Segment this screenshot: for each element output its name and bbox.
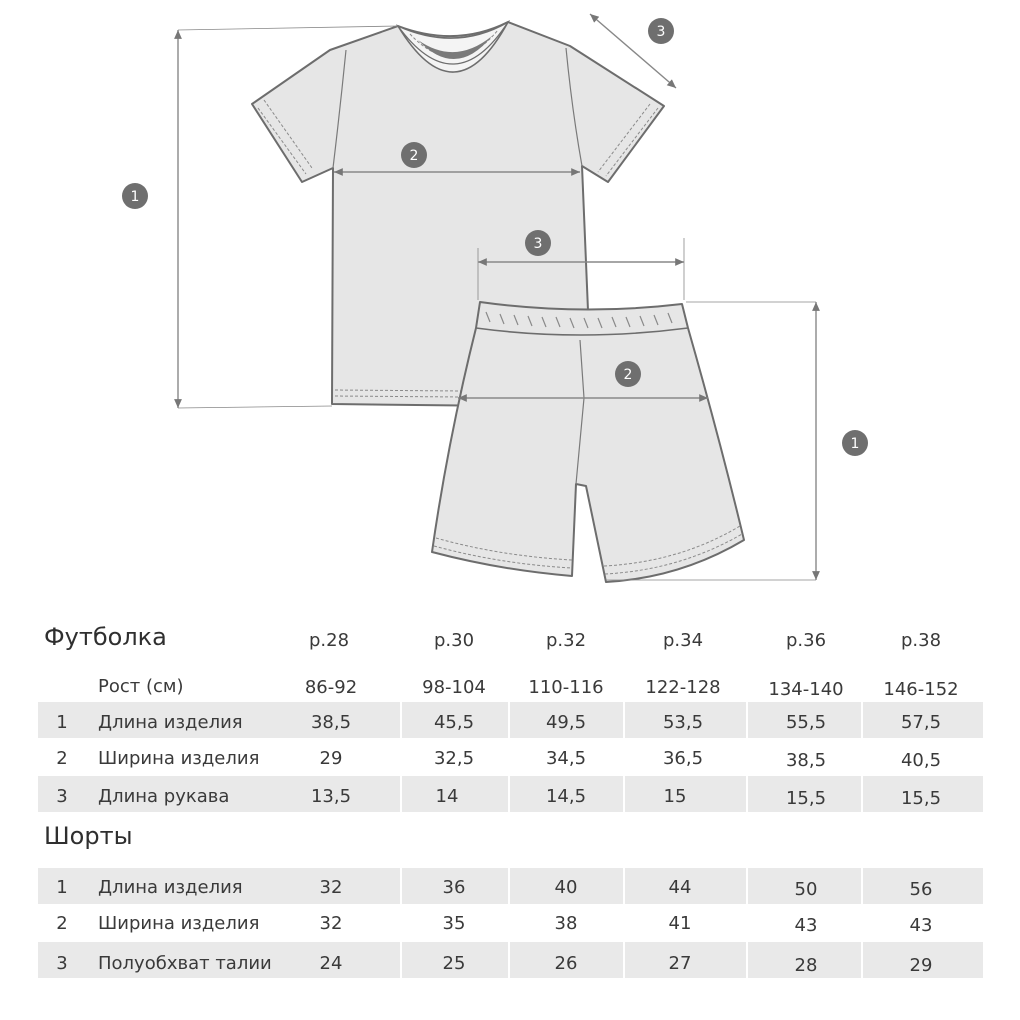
table-cell: 53,5 [662,712,704,733]
column-divider [623,868,625,904]
shorts-illustration [432,302,744,582]
table-cell: 26 [554,953,578,974]
table-cell: 13,5 [310,786,352,807]
column-divider [746,776,748,812]
table-cell: 56 [909,879,933,900]
row-label: Полуобхват талии [98,953,272,974]
table-cell: 34,5 [545,748,587,769]
tshirt-length-marker [122,183,148,209]
table-cell: 40 [554,877,578,898]
table-cell: 41 [668,913,692,934]
row-number: 1 [56,712,68,733]
column-divider [746,942,748,978]
size-header: р.38 [900,630,942,651]
column-divider [508,868,510,904]
row-number: 2 [56,913,68,934]
column-divider [508,942,510,978]
table-cell: 36 [442,877,466,898]
column-divider [861,868,863,904]
size-header: р.30 [433,630,475,651]
height-value: 146-152 [883,679,959,700]
column-divider [746,868,748,904]
svg-text:2: 2 [409,148,419,164]
table-cell: 14 [435,786,459,807]
shorts-length-marker [842,430,868,456]
size-header: р.28 [308,630,350,651]
table-cell: 32 [319,877,343,898]
row-number: 2 [56,748,68,769]
svg-text:2: 2 [623,367,633,383]
size-header: р.34 [662,630,704,651]
height-value: 98-104 [422,677,486,698]
table-cell: 27 [668,953,692,974]
height-value: 110-116 [528,677,604,698]
row-number: 3 [56,786,68,807]
table-cell: 14,5 [545,786,587,807]
row-label: Ширина изделия [98,748,260,769]
size-header: р.32 [545,630,587,651]
svg-text:3: 3 [533,236,543,252]
table-cell: 57,5 [900,712,942,733]
row-label: Длина изделия [98,877,243,898]
row-label: Ширина изделия [98,913,260,934]
height-value: 86-92 [304,677,358,698]
table-cell: 55,5 [785,712,827,733]
table-cell: 44 [668,877,692,898]
tshirt-width-marker [401,142,427,168]
table-cell: 49,5 [545,712,587,733]
column-divider [623,942,625,978]
table-cell: 40,5 [900,750,942,771]
table-cell: 29 [319,748,343,769]
table-cell: 50 [794,879,818,900]
table-cell: 32,5 [433,748,475,769]
column-divider [623,776,625,812]
column-divider [400,868,402,904]
table-cell: 38,5 [785,750,827,771]
size-header: р.36 [785,630,827,651]
row-label: Длина изделия [98,712,243,733]
row-label: Длина рукава [98,786,230,807]
height-label: Рост (см) [98,676,184,697]
svg-text:1: 1 [130,189,140,205]
table-cell: 29 [909,955,933,976]
column-divider [623,702,625,738]
column-divider [861,702,863,738]
column-divider [400,776,402,812]
svg-text:3: 3 [656,24,666,40]
table-cell: 45,5 [433,712,475,733]
column-divider [508,776,510,812]
column-divider [400,942,402,978]
column-divider [746,702,748,738]
table-cell: 25 [442,953,466,974]
table-cell: 15,5 [785,788,827,809]
table-cell: 24 [319,953,343,974]
table-cell: 43 [909,915,933,936]
row-number: 3 [56,953,68,974]
column-divider [861,776,863,812]
table-cell: 15 [663,786,687,807]
column-divider [508,702,510,738]
svg-text:1: 1 [850,436,860,452]
column-divider [400,702,402,738]
height-value: 134-140 [768,679,844,700]
table-cell: 15,5 [900,788,942,809]
table-cell: 36,5 [662,748,704,769]
tshirt-section-title: Футболка [44,623,167,651]
column-divider [861,942,863,978]
table-cell: 38 [554,913,578,934]
shorts-waist-marker [525,230,551,256]
tshirt-sleeve-marker [648,18,674,44]
table-cell: 38,5 [310,712,352,733]
table-cell: 32 [319,913,343,934]
height-value: 122-128 [645,677,721,698]
table-cell: 35 [442,913,466,934]
table-cell: 43 [794,915,818,936]
shorts-width-marker [615,361,641,387]
table-cell: 28 [794,955,818,976]
row-number: 1 [56,877,68,898]
shorts-section-title: Шорты [44,822,133,850]
